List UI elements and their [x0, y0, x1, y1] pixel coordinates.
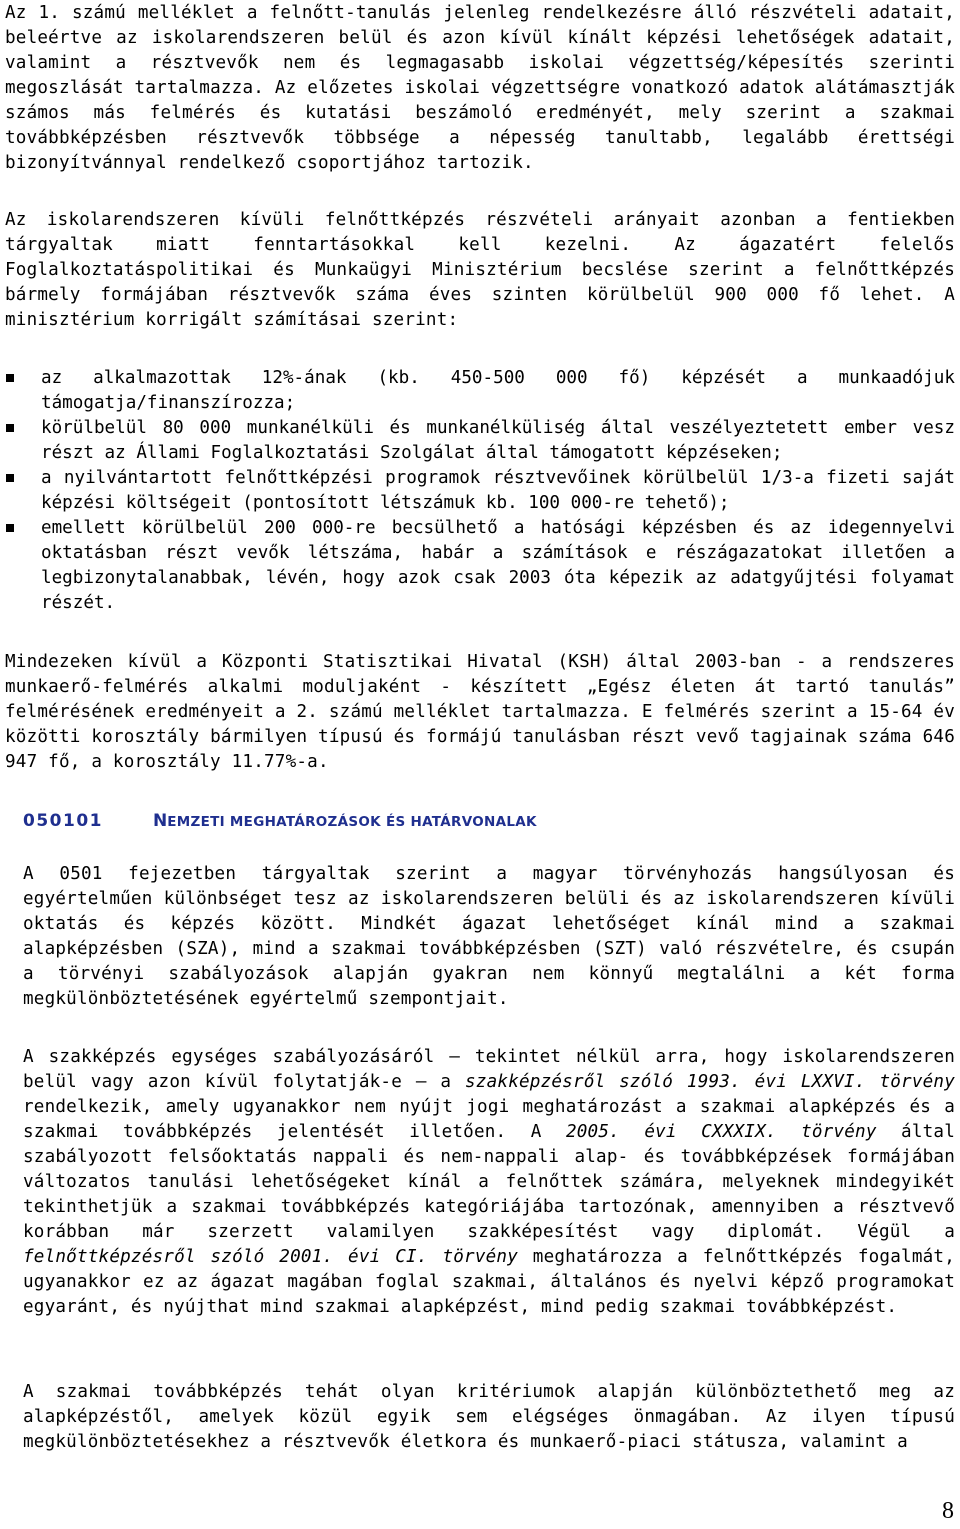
list-item [5, 416, 955, 466]
law-reference: 2005. évi CXXXIX. törvény [565, 1122, 877, 1142]
list-item [5, 516, 955, 616]
paragraph-3: Mindezeken kívül a Központi Statisztikai Hivatal (KSH) által 2003-ban - a rendszeres munkaerő-felmérés alkalmi moduljaként - készített „Egész életen át tartó tanulás” felmérésének eredményeit a 2. számú melléklet tartalmazza. E felmérés szerint a 15-64 év közötti korosztály bármilyen típusú és formájú tanulásban részt vevő tagjainak száma 646 947 fő, a korosztály 11.77%-a. [5, 652, 955, 772]
list-item-text: az alkalmazottak 12%-ának (kb. 450-500 000 fő) képzését a munkaadójuk támogatja/finanszírozza; [41, 368, 955, 413]
list-item-text: emellett körülbelül 200 000-re becsülhető a hatósági képzésben és az idegennyelvi oktatásban részt vevők létszáma, habár a számítások e részágazatokat illetően a legbizonytalanabbak, lévén, hogy azok csak 2003 óta képezik az adatgyűjtési folyamat részét. [41, 518, 955, 613]
paragraph-2: Az iskolarendszeren kívüli felnőttképzés részvételi arányait azonban a fentiekben tárgyaltak miatt fenntartásokkal kell kezelni. Az ágazatért felelős Foglalkoztatáspolitikai és Munkaügyi Minisztérium becslése szerint a felnőttképzés bármely formájában résztvevők száma éves szinten körülbelül 900 000 fő lehet. A minisztérium korrigált számításai szerint: [5, 210, 955, 330]
paragraph-6: A szakmai továbbképzés tehát olyan kritériumok alapján különböztethető meg az alapképzéstől, amelyek közül egyik sem elégséges önmagában. Az ilyen típusú megkülönböztetésekhez a résztvevők életkora és munkaerő-piaci státusza, valamint a [23, 1382, 955, 1452]
text-run: rendelkezik, amely ugyanakkor nem nyújt jogi meghatározást a szakmai alapképzés és a szakmai továbbképzés jelentését illetően. A [23, 1097, 955, 1142]
text-run: által szabályozott felsőoktatás nappali és nem-nappali alap- és továbbképzések formájában változatos tanulási lehetőségeket kínál a felnőttek számára, melyeknek mindegyikét tekinthetjük a szakmai továbbképzés kategóriájába tartozónak, amennyiben a résztvevő korábban már szerzett valamilyen szakképesítést vagy diplomát. Végül a [23, 1122, 955, 1242]
list-item [5, 466, 955, 516]
section-heading [23, 806, 923, 837]
section-number: 050101 [23, 811, 103, 831]
text-run: meghatározza a felnőttképzés fogalmát, ugyanakkor ez az ágazat magában foglal szakmai, általános és nyelvi képző programokat egyaránt, és nyújthat mind szakmai alapképzést, mind pedig szakmai továbbképzést. [23, 1247, 955, 1317]
paragraph-4: A 0501 fejezetben tárgyaltak szerint a magyar törvényhozás hangsúlyosan és egyértelműen különbséget tesz az iskolarendszeren belüli és az iskolarendszeren kívüli oktatás és képzés között. Mindkét ágazat lehetőséget kínál mind a szakmai alapképzésben (SZA), mind a szakmai továbbképzésben (SZT) való részvételre, és csupán a törvényi szabályozások alapján gyakran nem könnyű megtalálni a két forma megkülönböztetésének egyértelmű szempontjait. [23, 864, 955, 1009]
paragraph-1: Az 1. számú melléklet a felnőtt-tanulás jelenleg rendelkezésre álló részvételi adatait, beleértve az iskolarendszeren belül és azon kívül kínált képzési lehetőségek adatait, valamint a résztvevők nem és legmagasabb iskolai végzettség/képesítés szerinti megoszlását tartalmazza. Az előzetes iskolai végzettségre vonatkozó adatok alátámasztják számos más felmérés és kutatási beszámoló eredményét, mely szerint a szakmai továbbképzésben résztvevők többsége a népesség tanultabb, legalább érettségi bizonyítvánnyal rendelkező csoportjához tartozik. [5, 3, 955, 173]
square-bullet-icon [6, 374, 14, 382]
list-item-text: körülbelül 80 000 munkanélküli és munkanélküliség által veszélyeztetett ember vesz részt az Állami Foglalkoztatási Szolgálat által támogatott képzéseken; [41, 418, 955, 463]
section-title-initial: N [153, 811, 168, 831]
page-number: 8 [942, 1498, 954, 1524]
square-bullet-icon [6, 474, 14, 482]
section-title: EMZETI MEGHATÁROZÁSOK ÉS HATÁRVONALAK [167, 814, 537, 830]
square-bullet-icon [6, 524, 14, 532]
square-bullet-icon [6, 424, 14, 432]
text-run: A szakképzés egységes szabályozásáról — tekintet nélkül arra, hogy iskolarendszeren belül vagy azon kívül folytatják-e — a [23, 1047, 955, 1092]
law-reference: felnőttképzésről szóló 2001. évi CI. törvény [23, 1247, 518, 1267]
list-item [5, 366, 955, 416]
bullet-list [5, 366, 955, 616]
paragraph-5 [23, 1045, 955, 1320]
law-reference: szakképzésről szóló 1993. évi LXXVI. törvény [465, 1072, 955, 1092]
list-item-text: a nyilvántartott felnőttképzési programok résztvevőinek körülbelül 1/3-a fizeti saját képzési költségeit (pontosított létszámuk kb. 100 000-re tehető); [41, 468, 955, 513]
